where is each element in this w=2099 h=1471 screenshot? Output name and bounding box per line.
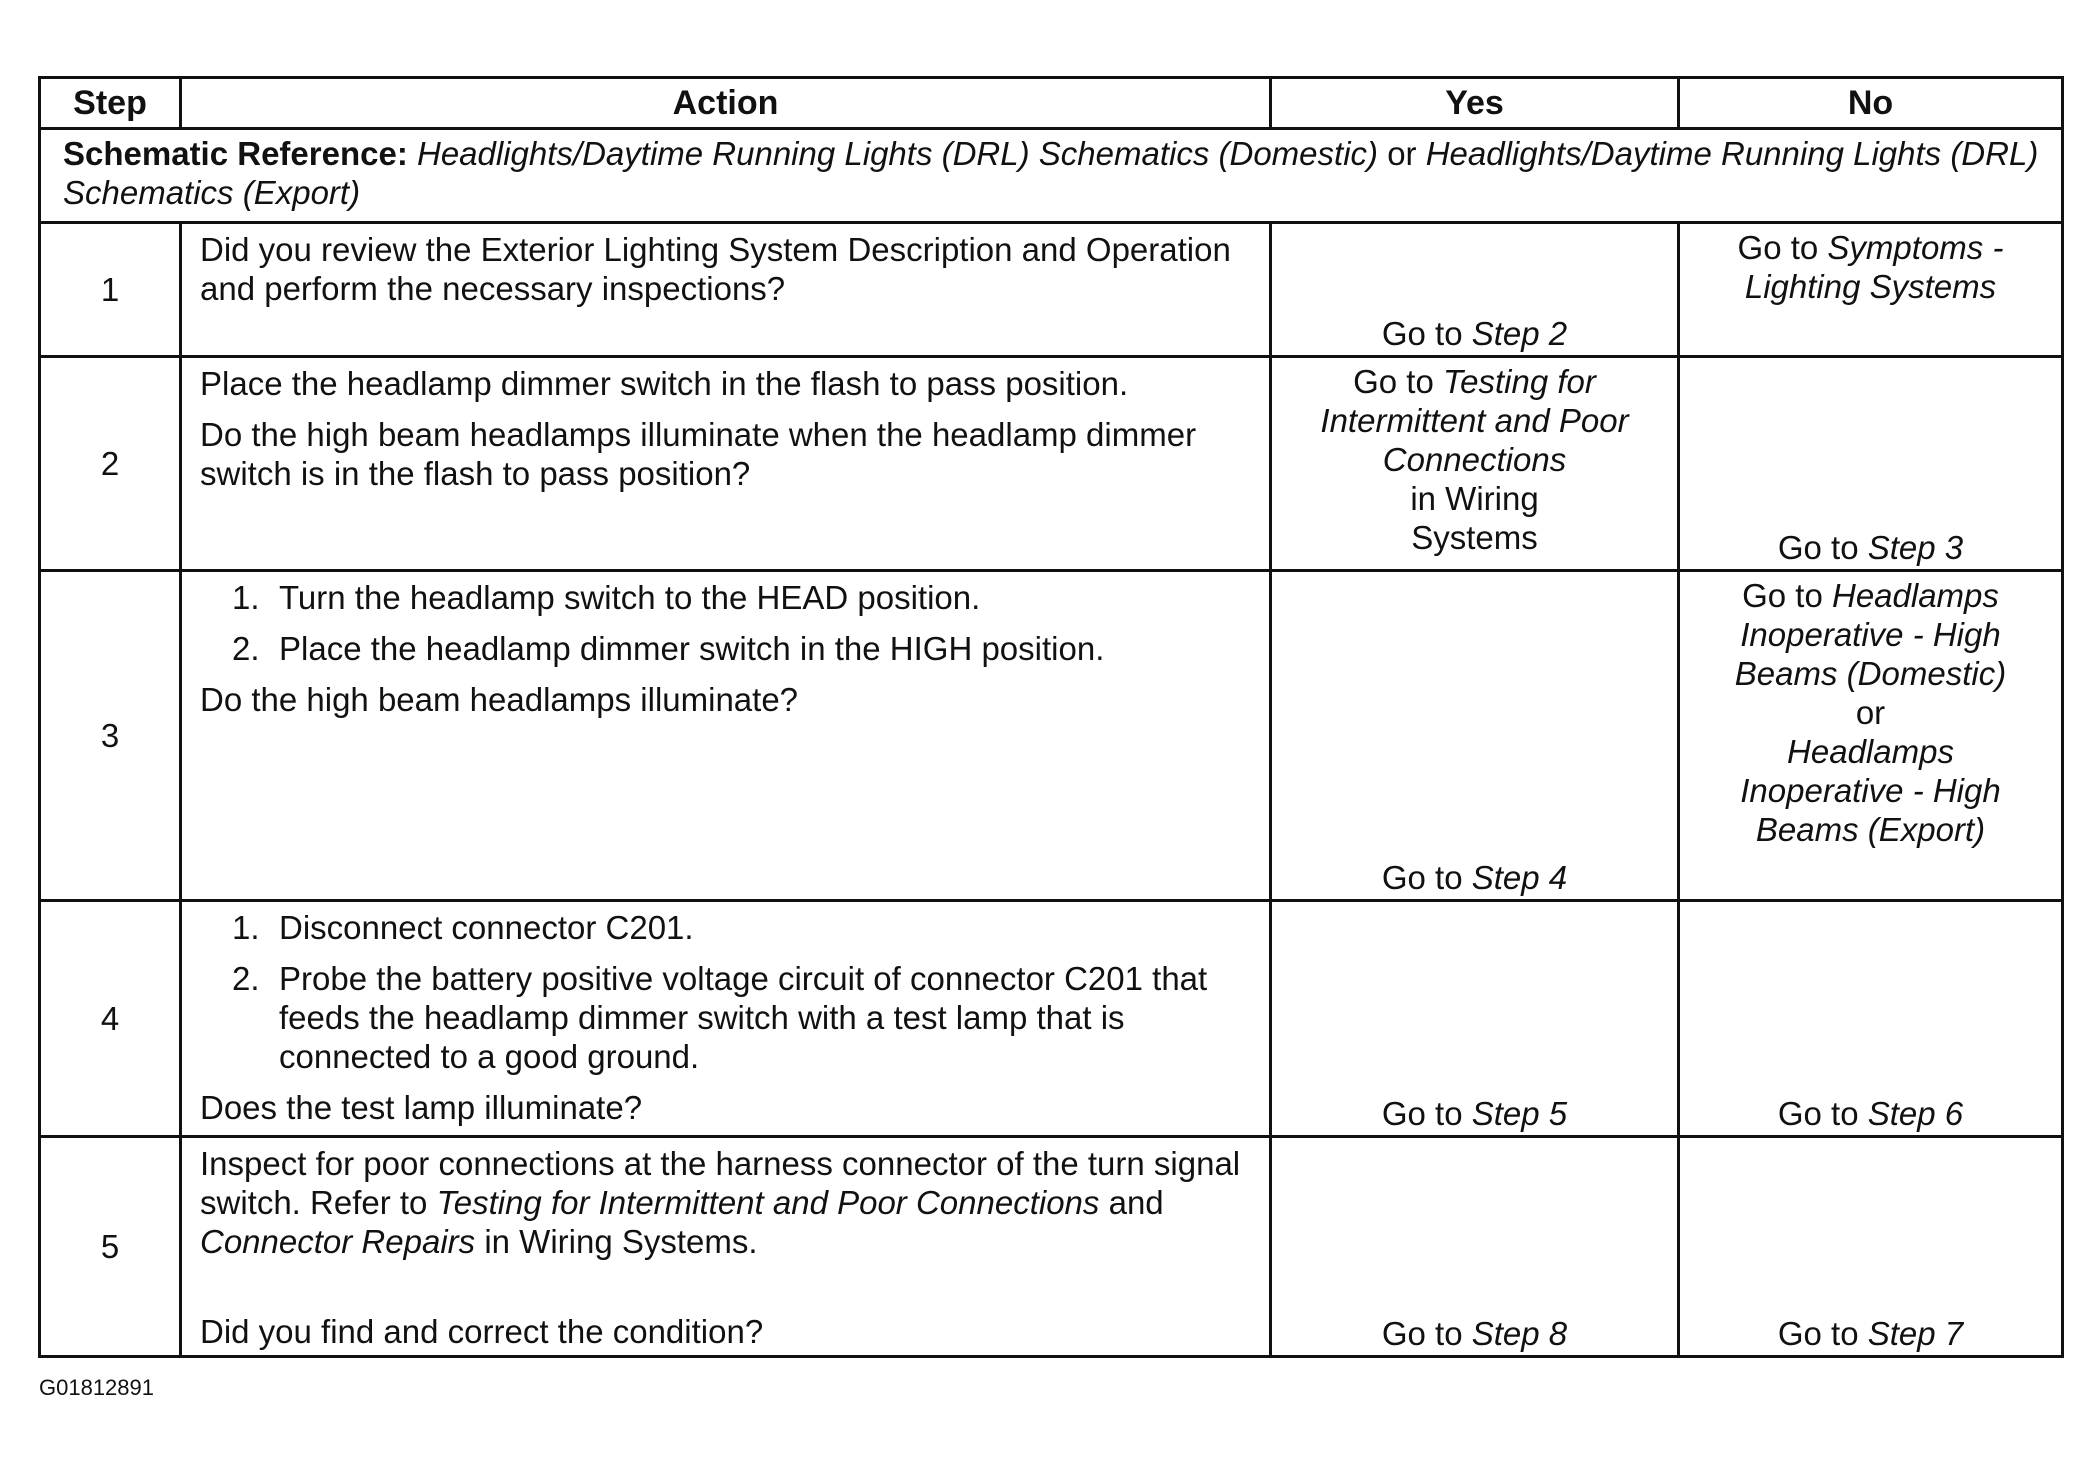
no-prefix: Go to [1777,1315,1859,1352]
action-cell [181,1137,1271,1357]
action-step-item: 2. Place the headlamp dimmer switch in the HIGH position. [232,630,1105,667]
yes-cell [1271,357,1679,571]
schematic-joiner: or [1387,135,1417,172]
no-link[interactable]: Symptoms - Lighting Systems [1744,229,2004,305]
action-cell [181,901,1271,1137]
table-row [40,901,2063,1137]
action-cell [181,571,1271,901]
yes-suffix: in Wiring Systems [1410,480,1539,556]
yes-prefix: Go to [1353,363,1434,400]
header-step: Step [40,78,181,129]
action-instruction: Place the headlamp dimmer switch in the flash to pass position. [200,365,1129,402]
action-cell [181,357,1271,571]
yes-cell [1271,223,1679,357]
no-cell [1679,1137,2063,1357]
step-number: 1 [40,223,181,357]
no-cell [1679,357,2063,571]
action-question: Do the high beam headlamps illuminate? [200,681,799,718]
table-header-row [40,78,2063,129]
step-number: 3 [40,571,181,901]
no-prefix: Go to [1737,229,1819,266]
step-number: 2 [40,357,181,571]
step-number: 5 [40,1137,181,1357]
action-question: Do the high beam headlamps illuminate when the headlamp dimmer switch is in the flash to pass position? [200,416,1197,492]
yes-link[interactable]: Step 8 [1471,1315,1568,1352]
yes-prefix: Go to [1381,315,1463,352]
no-link[interactable]: Step 6 [1867,1095,1964,1132]
action-step-item: 1. Disconnect connector C201. [232,909,694,946]
no-cell [1679,223,2063,357]
table-row [40,571,2063,901]
step-number: 4 [40,901,181,1137]
table-row [40,223,2063,357]
header-no: No [1679,78,2063,129]
action-steps [200,908,1253,1076]
yes-link[interactable]: Step 2 [1471,315,1568,352]
yes-cell [1271,1137,1679,1357]
action-question: Does the test lamp illuminate? [200,1089,643,1126]
no-link[interactable]: Step 7 [1867,1315,1964,1352]
yes-prefix: Go to [1381,859,1463,896]
no-prefix: Go to [1742,577,1823,614]
no-cell [1679,901,2063,1137]
yes-prefix: Go to [1381,1315,1463,1352]
diagnostic-table [38,76,2064,1358]
action-steps [200,578,1253,668]
action-cell [181,223,1271,357]
header-yes: Yes [1271,78,1679,129]
action-instruction: Inspect for poor connections at the harness connector of the turn signal switch. Refer to Testing for Intermittent and Poor Connections and Connector Repairs in Wiring Systems. [200,1145,1241,1260]
yes-link[interactable]: Step 4 [1471,859,1568,896]
no-prefix: Go to [1777,529,1859,566]
action-step-item: 1. Turn the headlamp switch to the HEAD position. [232,579,981,616]
yes-cell [1271,901,1679,1137]
schematic-link-export[interactable]: Headlights/Daytime Running Lights (DRL) Schematics (Export) [63,135,2039,211]
yes-cell [1271,571,1679,901]
yes-link[interactable]: Testing for Intermittent and Poor Connections [1320,363,1629,478]
schematic-label: Schematic Reference: [63,135,408,172]
yes-prefix: Go to [1381,1095,1463,1132]
action-question: Did you review the Exterior Lighting System Description and Operation and perform the necessary inspections? [200,231,1231,307]
action-link-connector-repairs[interactable]: Connector Repairs [200,1223,476,1260]
schematic-link-domestic[interactable]: Headlights/Daytime Running Lights (DRL) Schematics (Domestic) [417,135,1379,172]
action-link-testing[interactable]: Testing for Intermittent and Poor Connections [436,1184,1100,1221]
yes-link[interactable]: Step 5 [1471,1095,1568,1132]
action-step-item: 2. Probe the battery positive voltage circuit of connector C201 that feeds the headlamp dimmer switch with a test lamp that is connected to a good ground. [232,960,1208,1075]
schematic-reference-row [40,129,2063,223]
no-link-domestic[interactable]: Headlamps Inoperative - High Beams (Domestic) [1734,577,2007,692]
header-action: Action [181,78,1271,129]
action-question: Did you find and correct the condition? [200,1313,764,1350]
figure-id: G01812891 [39,1375,154,1400]
schematic-reference [40,129,2063,223]
no-prefix: Go to [1777,1095,1859,1132]
no-cell [1679,571,2063,901]
table-row [40,1137,2063,1357]
no-link-export[interactable]: Headlamps Inoperative - High Beams (Export) [1740,733,2001,848]
no-link[interactable]: Step 3 [1867,529,1964,566]
table-row [40,357,2063,571]
no-joiner: or [1855,694,1886,731]
